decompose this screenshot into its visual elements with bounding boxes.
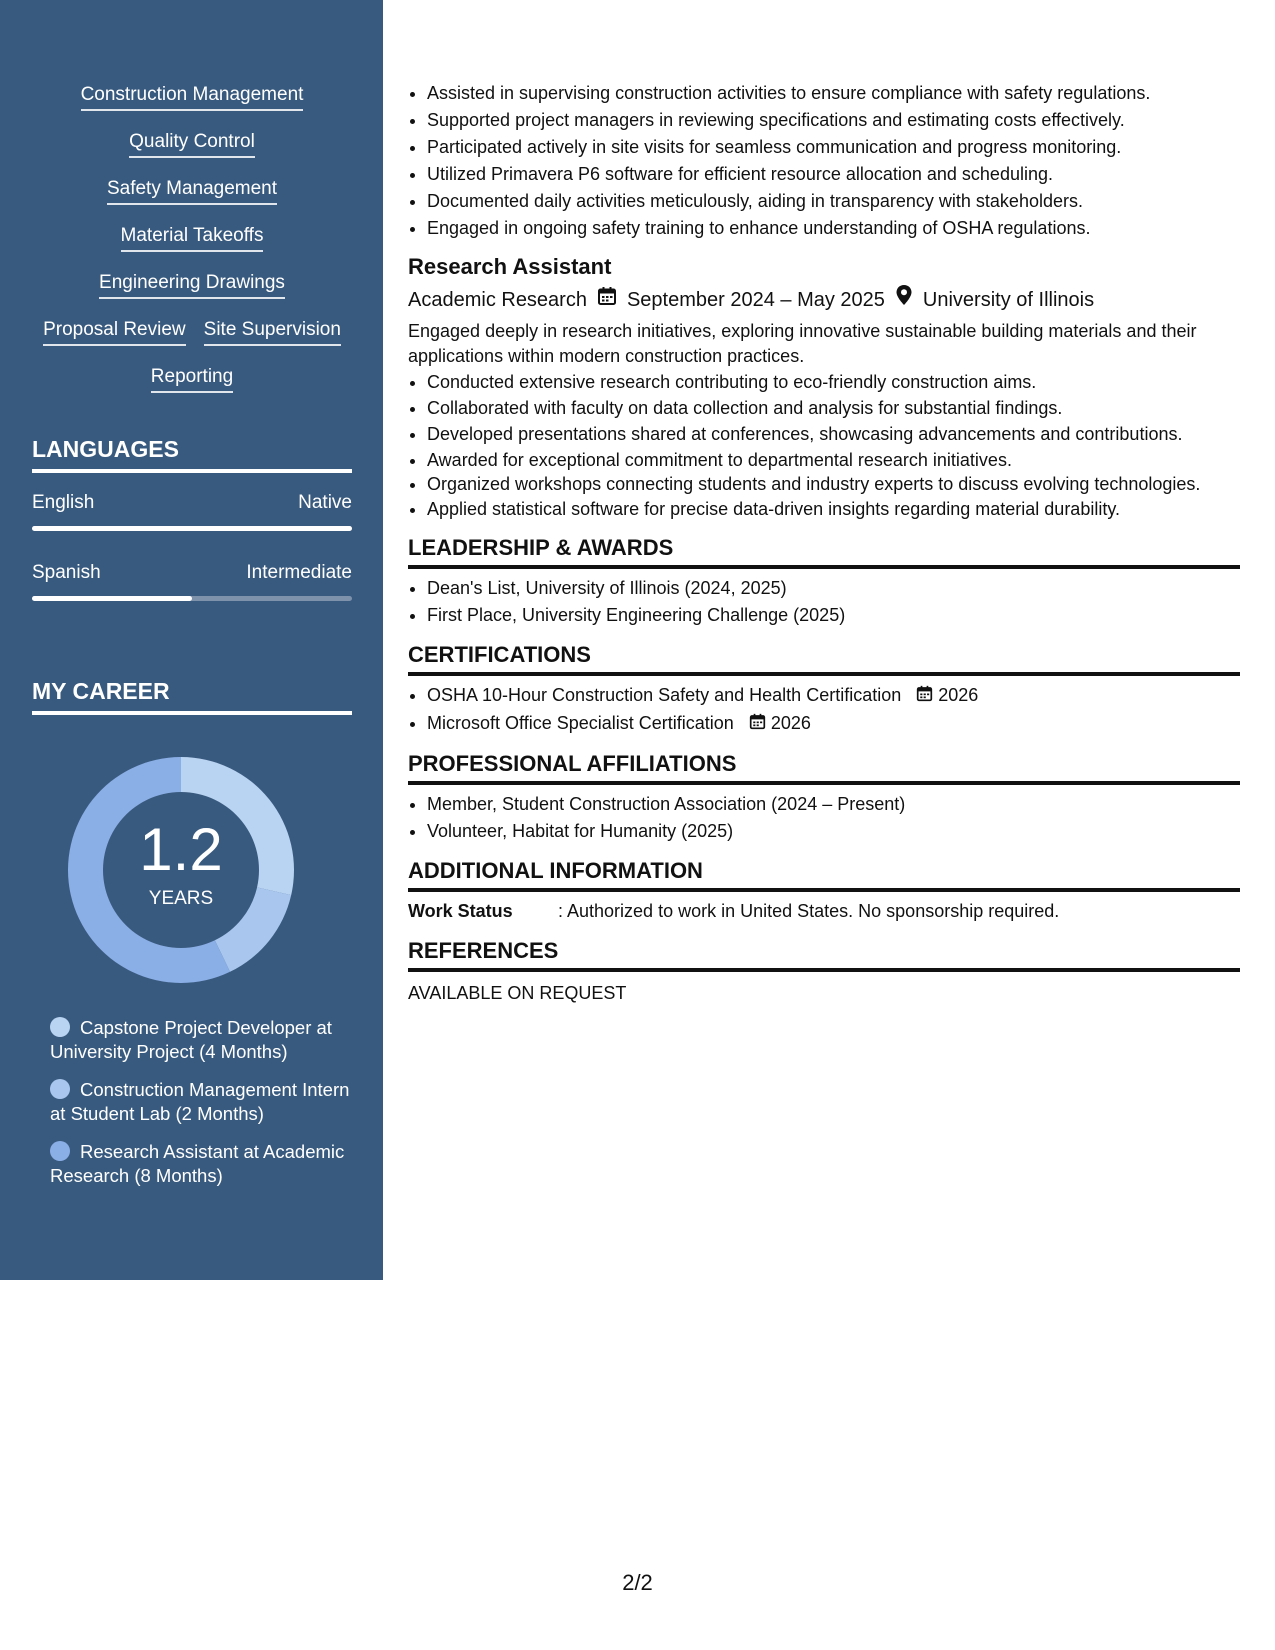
bullet-item: • Utilized Primavera P6 software for efficient resource allocation and scheduling.: [427, 161, 1240, 188]
career-donut-chart: [66, 755, 296, 985]
certification-name: Microsoft Office Specialist Certification: [427, 712, 734, 733]
bullet-item: • Awarded for exceptional commitment to departmental research initiatives.: [427, 447, 1240, 473]
sidebar: [0, 0, 383, 1280]
affiliations-list: [408, 791, 1240, 845]
references-heading: REFERENCES: [408, 937, 1240, 972]
skill-tag: Construction Management: [81, 84, 304, 111]
career-legend-item: [50, 1078, 350, 1126]
bullet-item: • Assisted in supervising construction activities to ensure compliance with safety regulations.: [427, 80, 1240, 107]
bullet-item: • Documented daily activities meticulously, aiding in transparency with stakeholders.: [427, 188, 1240, 215]
skill-tag: Proposal Review: [43, 319, 186, 346]
skill-tag: Material Takeoffs: [121, 225, 264, 252]
main-content: [408, 80, 1240, 1007]
language-spanish: [32, 562, 352, 601]
certification-item: [427, 682, 1240, 710]
leadership-heading: LEADERSHIP & AWARDS: [408, 534, 1240, 569]
donut-center: [66, 755, 296, 985]
bullet-item: • First Place, University Engineering Challenge (2025): [427, 602, 1240, 629]
skill-tag: Engineering Drawings: [99, 272, 285, 299]
skills-list: [32, 84, 352, 413]
certification-item: [427, 710, 1240, 738]
location-pin-icon: [895, 284, 913, 315]
references-text: AVAILABLE ON REQUEST: [408, 982, 627, 1003]
bullet-item: • Collaborated with faculty on data collection and analysis for substantial findings.: [427, 395, 1240, 421]
bullet-item: • Volunteer, Habitat for Humanity (2025): [427, 818, 1240, 845]
job-company: Academic Research: [408, 288, 587, 311]
bullet-item: • Conducted extensive research contributing to eco-friendly construction aims.: [427, 369, 1240, 395]
job-dates: September 2024 – May 2025: [626, 288, 885, 311]
legend-dot-icon: [50, 1017, 70, 1037]
language-name: English: [32, 492, 95, 513]
page-number: 2/2: [622, 1570, 653, 1595]
calendar-icon: [916, 683, 933, 710]
bullet-item: • Member, Student Construction Association (2024 – Present): [427, 791, 1240, 818]
bullet-item: • Organized workshops connecting students and industry experts to discuss evolving technologies.: [427, 473, 1240, 496]
calendar-icon: [597, 285, 617, 315]
language-proficiency-fill: [32, 526, 352, 531]
bullet-item: • Participated actively in site visits for seamless communication and progress monitoring.: [427, 134, 1240, 161]
bullet-item: • Engaged in ongoing safety training to enhance understanding of OSHA regulations.: [427, 215, 1240, 242]
career-legend-text: Research Assistant at Academic Research (8 Months): [50, 1141, 345, 1186]
career-legend: [50, 1016, 350, 1202]
job-bullets: [408, 369, 1240, 522]
languages-heading: LANGUAGES: [32, 436, 352, 473]
career-legend-item: [50, 1140, 350, 1188]
career-legend-text: Construction Management Intern at Student Lab (2 Months): [50, 1079, 350, 1124]
certification-year: 2026: [770, 712, 811, 733]
legend-dot-icon: [50, 1079, 70, 1099]
skill-tag: Quality Control: [129, 131, 255, 158]
career-legend-item: [50, 1016, 350, 1064]
job-location: University of Illinois: [922, 288, 1095, 311]
bullet-item: • Developed presentations shared at conferences, showcasing advancements and contributions.: [427, 421, 1240, 447]
certifications-list: [408, 682, 1240, 738]
certification-year: 2026: [938, 685, 979, 705]
language-level: Native: [298, 492, 352, 513]
language-proficiency-fill: [32, 596, 192, 601]
career-heading: MY CAREER: [32, 678, 352, 715]
language-proficiency-bar: [32, 596, 352, 601]
certifications-heading: CERTIFICATIONS: [408, 641, 1240, 676]
language-level: Intermediate: [246, 562, 352, 583]
language-english: [32, 492, 352, 531]
career-legend-text: Capstone Project Developer at University Project (4 Months): [50, 1017, 332, 1062]
certification-name: OSHA 10-Hour Construction Safety and Health Certification: [427, 685, 902, 705]
career-total-years: 1.2: [139, 816, 223, 883]
affiliations-heading: PROFESSIONAL AFFILIATIONS: [408, 750, 1240, 785]
career-total-unit: YEARS: [148, 888, 214, 909]
job-description: Engaged deeply in research initiatives, exploring innovative sustainable building materials and their applications within modern construction practices.: [408, 321, 1197, 366]
language-name: Spanish: [32, 562, 101, 583]
language-proficiency-bar: [32, 526, 352, 531]
bullet-item: • Dean's List, University of Illinois (2024, 2025): [427, 575, 1240, 602]
skill-tag: Safety Management: [107, 178, 277, 205]
calendar-icon: [749, 711, 766, 738]
work-status-row: [408, 898, 1240, 925]
work-status-label: Work Status: [408, 900, 513, 921]
work-status-value: : Authorized to work in United States. No sponsorship required.: [558, 900, 1060, 921]
previous-job-bullets: [408, 80, 1240, 242]
job-meta: [408, 284, 1240, 315]
leadership-list: [408, 575, 1240, 629]
skill-tag: Reporting: [151, 366, 233, 393]
bullet-item: • Applied statistical software for precise data-driven insights regarding material durability.: [427, 496, 1240, 522]
legend-dot-icon: [50, 1141, 70, 1161]
job-title: Research Assistant: [408, 254, 612, 279]
additional-info-heading: ADDITIONAL INFORMATION: [408, 857, 1240, 892]
skill-tag: Site Supervision: [204, 319, 341, 346]
bullet-item: • Supported project managers in reviewing specifications and estimating costs effectively.: [427, 107, 1240, 134]
